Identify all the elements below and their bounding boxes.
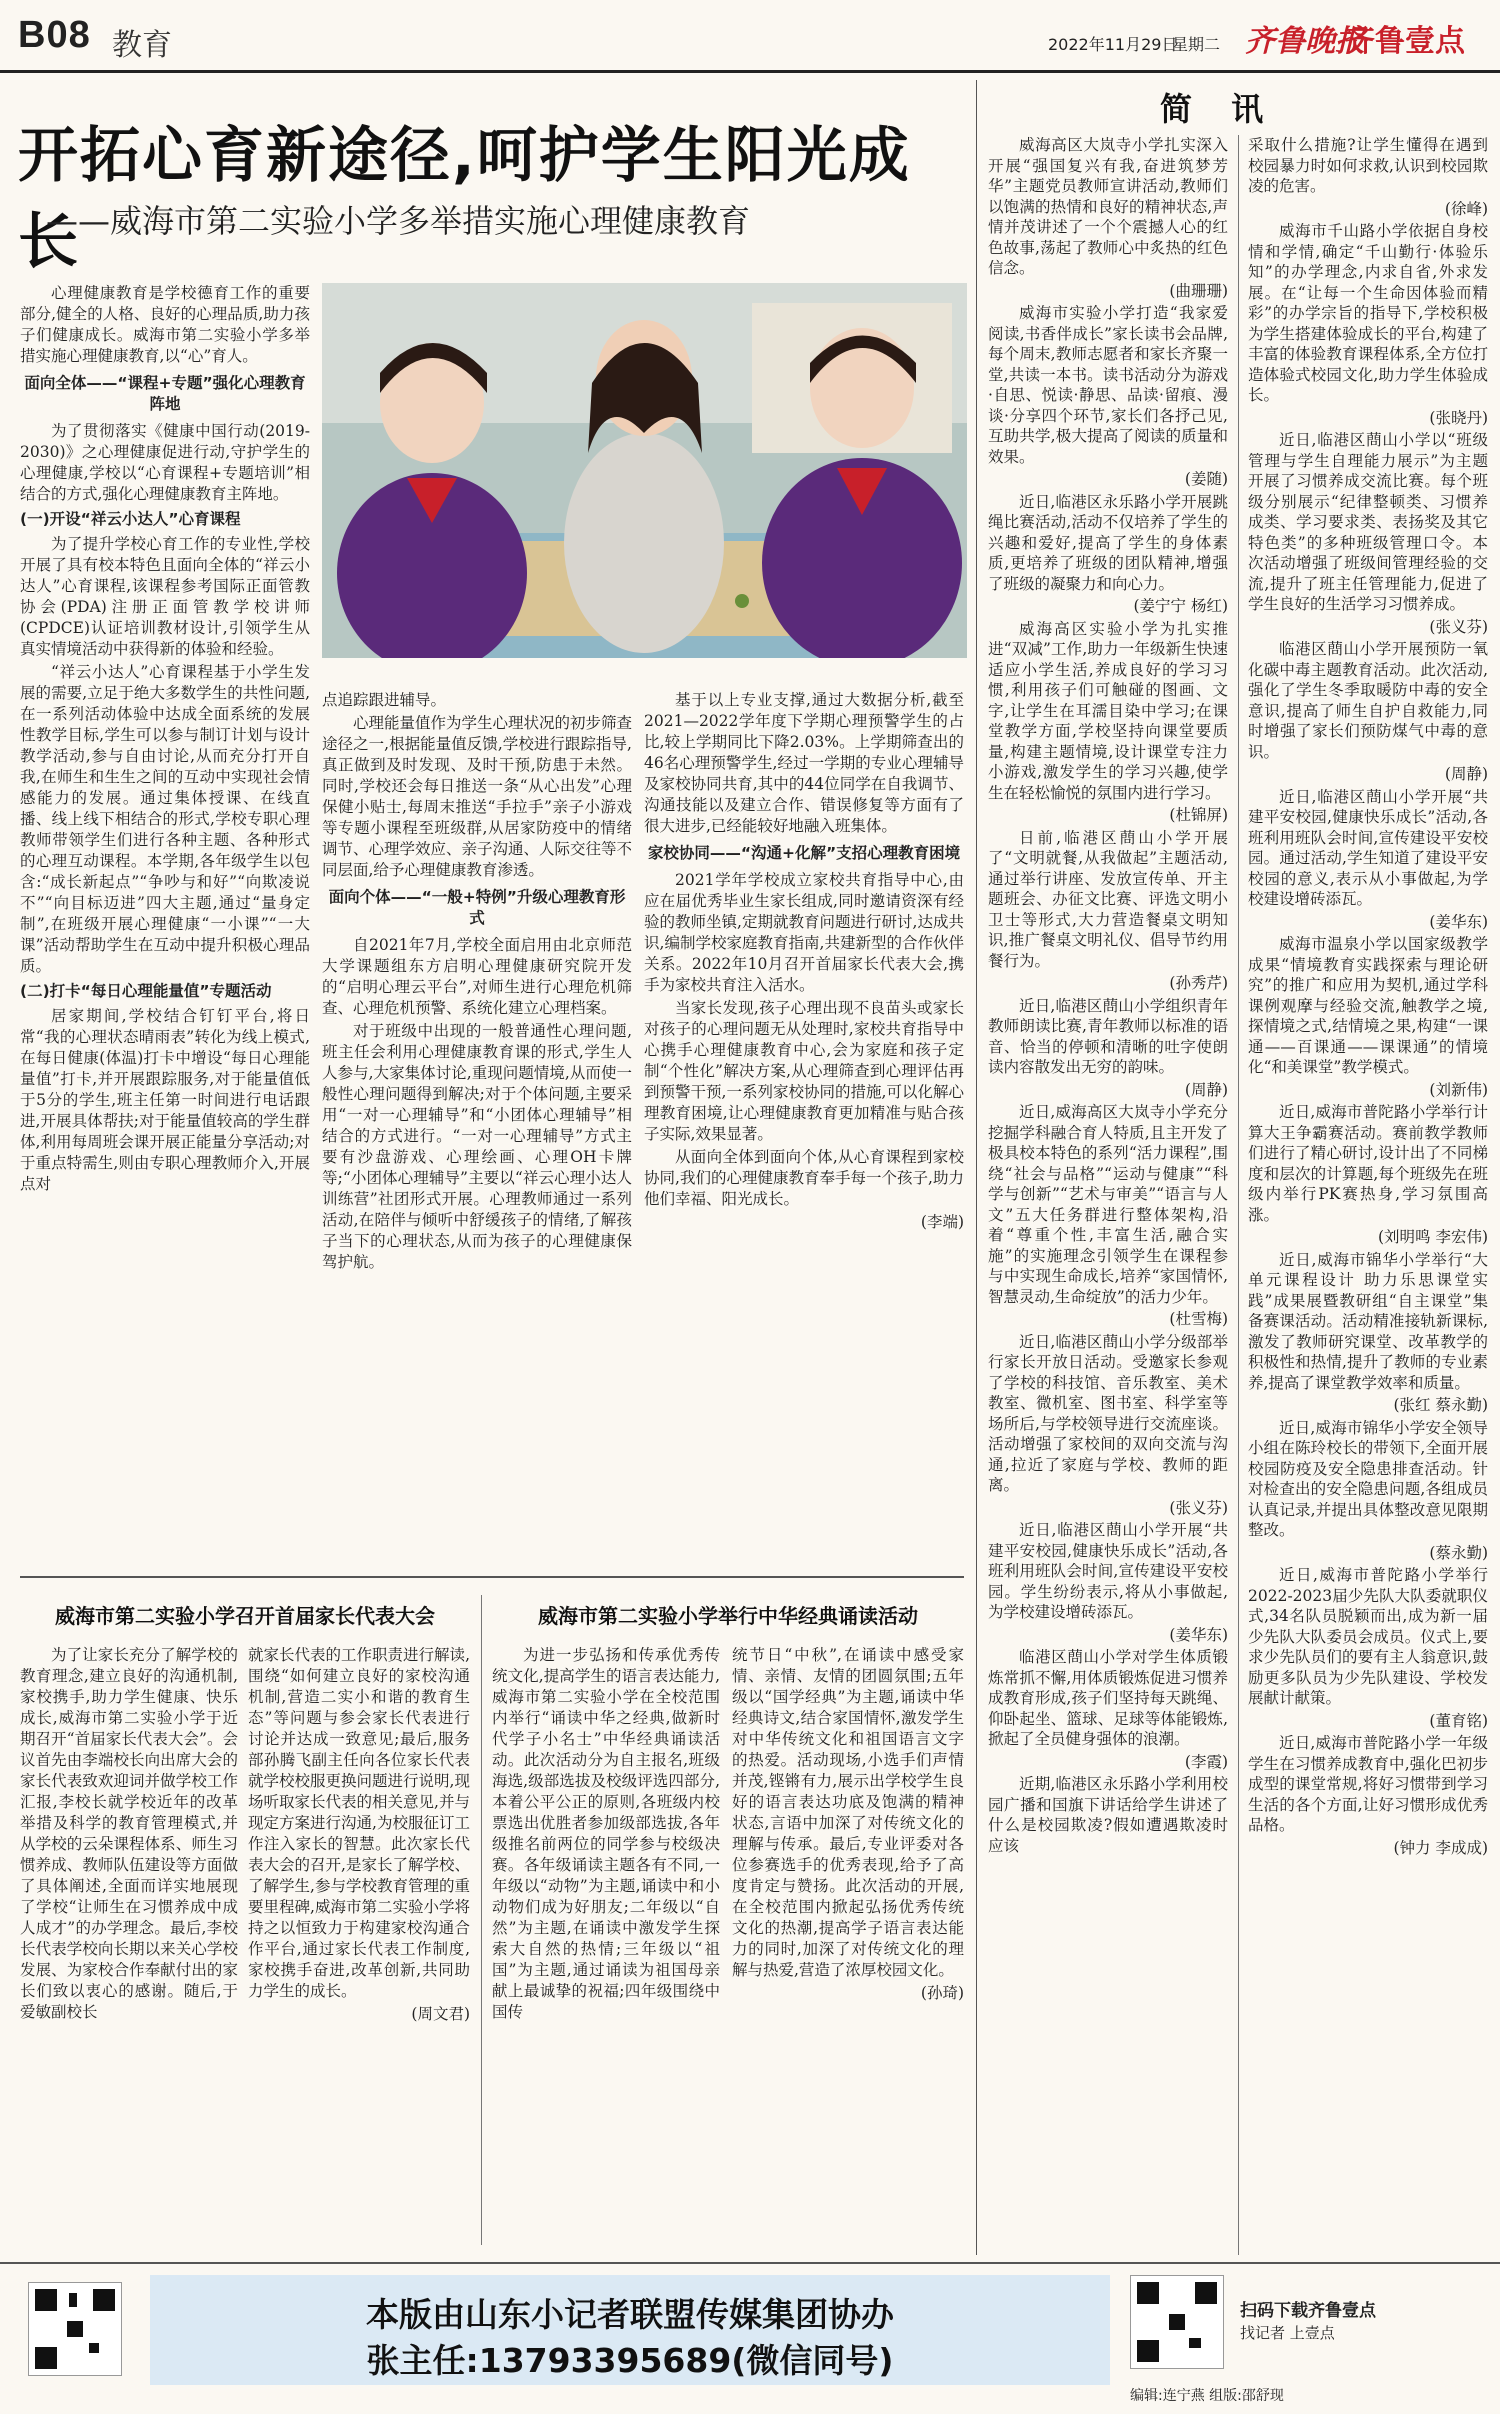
- article-headline: 开拓心育新途径,呵护学生阳光成长: [18, 121, 911, 277]
- brief-byline: (杜雪梅): [1169, 1310, 1228, 1328]
- app-download-cta: 扫码下载齐鲁壹点: [1240, 2301, 1376, 2321]
- brief-byline: (董育铭): [1429, 1711, 1488, 1730]
- article-divider: [20, 1576, 964, 1578]
- paragraph: 就家长代表的工作职责进行解读,围绕“如何建立良好的家校沟通机制,营造二实小和谐的教育生态”等问题与参会家长代表进行讨论并达成一致意见;最后,服务部孙腾飞副主任向各位家长代表就学校校服更换问题进行说明,现场听取家长代表的相关意见,并与现定方案进行沟通,为校服征订工作注入家长的智慧。此次家长代表大会的召开,是家长了解学校、了解学生,参与学校教育管理的重要里程碑,威海市第二实验小学将持之以恒致力于构建家校沟通合作平台,通过家长代表工作制度,家校携手奋进,改革创新,共同助力学生的成长。: [248, 1646, 470, 2000]
- paragraph: 心理能量值作为学生心理状况的初步筛查途径之一,根据能量值反馈,学校进行跟踪指导,真正做到及时发现、及时干预,防患于未然。同时,学校还会每日推送一条“从心出发”心理保健小贴士,每周末推送“手拉手”亲子小游戏等专题小课程至班级群,从居家防疫中的情绪调节、心理学效应、亲子沟通、人际交往等不同层面,给予心理健康教育渗透。: [322, 714, 632, 879]
- briefs-column-a: [988, 135, 1228, 2255]
- article2-headline: 威海市第二实验小学召开首届家长代表大会: [55, 1604, 435, 1628]
- brief-item: 威海高区大岚寺小学扎实深入开展“强国复兴有我,奋进筑梦芳华”主题党员教师宣讲活动,教师们以饱满的热情和良好的精神状态,声情并茂讲述了一个个震撼人心的红色故事,荡起了教师心中炙热的红色信念。: [988, 136, 1228, 277]
- qr-code-app[interactable]: [1130, 2275, 1224, 2369]
- brief-byline: (姜华东): [1429, 912, 1488, 931]
- brief-item: 近日,临港区蔄山小学开展“共建平安校园,健康快乐成长”活动,各班利用班队会时间,宣传建设平安校园。通过活动,学生知道了建设平安校园的意义,表示从小事做起,为学校建设增砖添瓦。: [1248, 787, 1488, 908]
- paragraph: 心理健康教育是学校德育工作的重要部分,健全的人格、良好的心理品质,助力孩子们健康成长。威海市第二实验小学多举措实施心理健康教育,以“心”育人。: [20, 284, 310, 365]
- paragraph: “祥云小达人”心育课程基于小学生发展的需要,立足于绝大多数学生的共性问题,在一系列活动体验中达成全面系统的发展性教学目标,学生可以参与制订计划与设计教学活动,参与自由讨论,从而充分打开自我,在师生和生生之间的互动中实现社会情感能力的发展。通过集体授课、在线直播、线上线下相结合的形式,学校专职心理教师带领学生们进行各种主题、各种形式的心理互动课程。本学期,各年级学生以包含:“成长新起点”“争吵与和好”“向欺凌说不”“向目标迈进”四大主题,通过“量身定制”,在班级开展心理健康“一小课”“一大课”活动帮助学生在互动中提升积极心理品质。: [20, 663, 310, 975]
- issue-date: 2022年11月29日: [1048, 35, 1178, 54]
- footer-rule: [0, 2262, 1500, 2264]
- paragraph: 点追踪跟进辅导。: [322, 691, 447, 709]
- paragraph: 为了让家长充分了解学校的教育理念,建立良好的沟通机制,家校携手,助力学生健康、快乐成长,威海市第二实验小学于近期召开“首届家长代表大会”。会议首先由李端校长向出席大会的家长代表致欢迎词并做学校工作汇报,李校长就学校近年的改革举措及科学的教育管理模式,并从学校的云朵课程体系、师生习惯养成、教师队伍建设等方面做了具体阐述,全面而详实地展现了学校“让师生在习惯养成中成人成才”的办学理念。最后,李校长代表学校向长期以来关心学校发展、为家校合作奉献付出的家长们致以衷心的感谢。随后,于爱敏副校长: [20, 1646, 238, 2021]
- section-heading: 家校协同——“沟通+化解”支招心理教育困境: [647, 844, 961, 862]
- article2-column-a: [20, 1645, 238, 2245]
- issue-weekday: 星期二: [1172, 35, 1221, 54]
- paragraph: 自2021年7月,学校全面启用由北京师范大学课题组东方启明心理健康研究院开发的“启明心理云平台”,对师生进行心理危机筛查、心理危机预警、系统化建立心理档案。: [322, 936, 632, 1017]
- photo-illustration: [322, 283, 967, 658]
- page-header: [0, 0, 1500, 72]
- sponsor-banner: [150, 2275, 1110, 2385]
- briefs-divider: [976, 80, 977, 2255]
- paragraph: 从面向全体到面向个体,从心育课程到家校协同,我们的心理健康教育奉手每一个孩子,助力他们幸福、阳光成长。: [644, 1148, 964, 1208]
- article-photo: [322, 283, 967, 658]
- brief-item: 近日,威海市普陀路小学举行2022-2023届少先队大队委就职仪式,34名队员脱颖而出,成为新一届少先队大队委员会成员。仪式上,要求少先队员们的要有主人翁意识,鼓励更多队员为少先队建设、学校发展献计献策。: [1248, 1566, 1488, 1707]
- brief-item: 威海市温泉小学以国家级教学成果“情境教育实践探索与理论研究”的推广和应用为契机,通过学科课例观摩与经验交流,触教学之境,探情境之式,结情境之果,构建“一课通——百课通——课课通”的情境化“和美课堂”教学模式。: [1248, 935, 1488, 1076]
- brief-item: 威海市千山路小学依据自身校情和学情,确定“千山勤行·体验乐知”的办学理念,内求自省,外求发展。在“让每一个生命因体验而精彩”的办学宗旨的指导下,学校积极为学生搭建体验成长的平台,构建了丰富的体验教育课程体系,全方位打造体验式校园文化,助力学生体验成长。: [1248, 222, 1488, 404]
- brief-byline: (周静): [1444, 765, 1488, 783]
- paragraph: 基于以上专业支撑,通过大数据分析,截至2021—2022学年度下学期心理预警学生的占比,较上学期同比下降2.03%。上学期筛查出的46名心理预警学生,经过一学期的专业心理辅导及家校协同共育,其中的44位同学在自我调节、沟通技能以及建立合作、错误修复等方面有了很大进步,已经能较好地融入班集体。: [644, 691, 964, 835]
- brief-byline: (蔡永勤): [1429, 1543, 1488, 1562]
- briefs-column-b: [1248, 135, 1488, 2255]
- section-heading: 面向全体——“课程+专题”强化心理教育阵地: [24, 374, 306, 413]
- brief-byline: (张义芬): [1429, 617, 1488, 636]
- brief-item: 近期,临港区永乐路小学利用校园广播和国旗下讲话给学生讲述了什么是校园欺凌?假如遭遇欺凌时应该: [988, 1775, 1228, 1855]
- byline: (李端): [920, 1213, 964, 1231]
- brief-byline: (张义芬): [1169, 1498, 1228, 1517]
- newspaper-logo: 齐鲁晚报: [1245, 24, 1365, 59]
- page-number: B08: [18, 14, 91, 56]
- paragraph: 2021学年学校成立家校共育指导中心,由应在届优秀毕业生家长组成,同时邀请资深有经验的教师坐镇,定期就教育问题进行研讨,达成共识,编制学校家庭教育指南,共建新型的合作伙伴关系。2022年10月召开首届家长代表大会,携手为家校共育注入活水。: [644, 871, 964, 994]
- brief-byline: (钟力 李成成): [1393, 1838, 1488, 1857]
- article-column-3: [644, 690, 964, 1566]
- brief-byline: (刘新伟): [1429, 1080, 1488, 1099]
- app-logo: 齐鲁壹点: [1345, 24, 1465, 59]
- brief-item: 威海市实验小学打造“我家爱阅读,书香伴成长”家长读书会品牌,每个周末,教师志愿者和家长齐聚一堂,共读一本书。读书活动分为游戏·自思、悦读·静思、品读·留痕、漫谈·分享四个环节,家长们各抒己见,互助共学,极大提高了阅读的质量和效果。: [988, 304, 1228, 466]
- column-rule: [481, 1595, 482, 2245]
- qr-code-left: [28, 2282, 122, 2376]
- brief-item: 近日,临港区蔄山小学以“班级管理与学生自理能力展示”为主题开展了习惯养成交流比赛。每个班级分别展示“纪律整顿类、习惯养成类、学习要求类、表扬奖及其它特色类”的多种班级管理口令。本次活动增强了班级间管理经验的交流,提升了班主任管理能力,促进了学生良好的生活学习习惯养成。: [1248, 431, 1488, 613]
- paragraph: 统节日“中秋”,在诵读中感受家情、亲情、友情的团圆氛围;五年级以“国学经典”为主题,诵读中华经典诗文,结合家国情怀,激发学生对中华传统文化和祖国语言文字的热爱。活动现场,小选手们声情并茂,铿锵有力,展示出学校学生良好的语言表达功底及饱满的精神状态,言语中加深了对传统文化的理解与传承。最后,专业评委对各位参赛选手的优秀表现,给予了高度肯定与赞扬。此次活动的开展,在全校范围内掀起弘扬优秀传统文化的热潮,提高学子语言表达能力的同时,加深了对传统文化的理解与热爱,营造了浓厚校园文化。: [732, 1646, 964, 1979]
- brief-byline: (李霞): [1184, 1752, 1228, 1771]
- brief-item: 近日,威海高区大岚寺小学充分挖掘学科融合育人特质,且主开发了极具校本特色的系列“活力课程”,围绕“社会与品格”“运动与健康”“科学与创新”“艺术与审美”“语言与人文”五大任务群进行整体架构,沿着“尊重个性,丰富生活,融合实施”的实施理念引领学生在课程参与中实现生命成长,培养“家国情怀,智慧灵动,生命绽放”的活力少年。: [988, 1103, 1228, 1306]
- brief-item: 近日,临港区蔄山小学开展“共建平安校园,健康快乐成长”活动,各班利用班队会时间,宣传建设平安校园。学生纷纷表示,将从小事做起,为学校建设增砖添瓦。: [988, 1521, 1228, 1621]
- brief-byline: (张红 蔡永勤): [1393, 1396, 1488, 1414]
- brief-byline: (曲珊珊): [1169, 281, 1228, 300]
- brief-item: 临港区蔄山小学开展预防一氧化碳中毒主题教育活动。此次活动,强化了学生冬季取暖防中毒的安全意识,提高了师生自护自救能力,同时增强了家长们预防煤气中毒的意识。: [1248, 640, 1488, 761]
- article-column-1: [20, 283, 310, 1566]
- article2-column-b: [248, 1645, 470, 2245]
- article3-headline: 威海市第二实验小学举行中华经典诵读活动: [538, 1604, 918, 1628]
- article3-column-a: [492, 1645, 720, 2245]
- byline: (孙琦): [920, 1984, 964, 2002]
- briefs-title: 简 讯: [1160, 90, 1278, 128]
- brief-item: 采取什么措施?让学生懂得在遇到校园暴力时如何求救,认识到校园欺凌的危害。: [1248, 136, 1488, 195]
- brief-item: 威海高区实验小学为扎实推进“双减”工作,助力一年级新生快速适应小学生活,养成良好的学习习惯,利用孩子们可触碰的图画、文字,让学生在耳濡目染中学习;在课堂教学方面,学校坚持向课堂要质量,构建主题情境,设计课堂专注力小游戏,激发学生的学习兴趣,使学生在轻松愉悦的氛围内进行学习。: [988, 619, 1228, 802]
- brief-item: 近日,威海市锦华小学举行“大单元课程设计 助力乐思课堂实践”成果展暨教研组“自主课堂”集备赛课活动。活动精准接轨新课标,激发了教师研究课堂、改革教学的积极性和热情,提升了教师的专业素养,提高了课堂教学效率和质量。: [1248, 1250, 1488, 1392]
- paragraph: 居家期间,学校结合钉钉平台,将日常“我的心理状态晴雨表”转化为线上模式,在每日健康(体温)打卡中增设“每日心理能量值”打卡,并开展跟踪服务,对于能量值低于5分的学生,班主任第一时间进行电话跟进,开展具体帮扶;对于能量值较高的学生群体,利用每周班会课开展正能量分享活动;对于重点特需生,则由专职心理教师介入,开展点对: [20, 1007, 310, 1193]
- column-rule: [1238, 135, 1239, 2255]
- brief-item: 近日,临港区永乐路小学开展跳绳比赛活动,活动不仅培养了学生的兴趣和爱好,提高了学生的身体素质,更培养了班级的团队精神,增强了班级的凝聚力和向心力。: [988, 492, 1228, 593]
- brief-byline: (孙秀芹): [1169, 974, 1228, 992]
- subsection-heading: (一)开设“祥云小达人”心育课程: [20, 510, 241, 528]
- brief-byline: (姜随): [1184, 470, 1228, 488]
- brief-byline: (周静): [1184, 1080, 1228, 1099]
- section-heading: 面向个体——“一般+特例”升级心理教育形式: [328, 888, 626, 927]
- editor-credits: 编辑:连宁燕 组版:邵舒现: [1130, 2388, 1284, 2404]
- brief-byline: (张晓丹): [1429, 408, 1488, 427]
- banner-line-2: 张主任:13793395689(微信同号): [366, 2341, 894, 2380]
- article3-column-b: [732, 1645, 964, 2245]
- brief-item: 近日,威海市普陀路小学一年级学生在习惯养成教育中,强化巴初步成型的课堂常规,将好习惯带到学习生活的各个方面,让好习惯形成优秀品格。: [1248, 1734, 1488, 1834]
- app-slogan: 找记者 上壹点: [1240, 2324, 1335, 2342]
- brief-byline: (杜锦屏): [1169, 806, 1228, 824]
- paragraph: 为进一步弘扬和传承优秀传统文化,提高学生的语言表达能力,威海市第二实验小学在全校范围内举行“诵读中华之经典,做新时代学子小名士”中华经典诵读活动。此次活动分为自主报名,班级海选,级部选拔及校级评选四部分,本着公平公正的原则,各班级内校票选出优胜者参加级部选拔,各年级推名前两位的同学参与校级决赛。各年级诵读主题各有不同,一年级以“动物”为主题,诵读中和小动物们成为好朋友;二年级以“自然”为主题,在诵读中激发学生探索大自然的热情;三年级以“祖国”为主题,通过诵读为祖国母亲献上最诚挚的祝福;四年级围绕中国传: [492, 1646, 720, 2021]
- header-rule: [0, 70, 1500, 73]
- brief-item: 近日,临港区蔄山小学分级部举行家长开放日活动。受邀家长参观了学校的科技馆、音乐教室、美术教室、微机室、图书室、科学室等场所后,与学校领导进行交流座谈。活动增强了家校间的双向交流与沟通,拉近了家庭与学校、教师的距离。: [988, 1332, 1228, 1494]
- paragraph: 对于班级中出现的一般普通性心理问题,班主任会利用心理健康教育课的形式,学生人人参与,大家集体讨论,重现问题情境,从而使一般性心理问题得到解决;对于个体问题,主要采用“一对一心理辅导”和“小团体心理辅导”相结合的方式进行。“一对一心理辅导”方式主要有沙盘游戏、心理绘画、心理OH卡牌等;“小团体心理辅导”主要以“祥云心理小达人训练营”社团形式开展。心理教师通过一系列活动,在陪伴与倾听中舒缓孩子的情绪,了解孩子当下的心理状态,从而为孩子的心理健康保驾护航。: [322, 1022, 632, 1271]
- brief-byline: (刘明鸣 李宏伟): [1377, 1228, 1488, 1246]
- brief-item: 近日,威海市锦华小学安全领导小组在陈玲校长的带领下,全面开展校园防疫及安全隐患排查活动。针对检查出的安全隐患问题,各组成员认真记录,并提出具体整改意见限期整改。: [1248, 1418, 1488, 1539]
- paragraph: 为了提升学校心育工作的专业性,学校开展了具有校本特色且面向全体的“祥云小达人”心育课程,该课程参考国际正面管教协会(PDA)注册正面管教学校讲师(CPDCE)认证培训教材设计,引领学生从真实情境活动中获得新的体验和经验。: [20, 535, 310, 658]
- brief-item: 临港区蔄山小学对学生体质锻炼常抓不懈,用体质锻炼促进习惯养成教育形成,孩子们坚持每天跳绳、仰卧起坐、篮球、足球等体能锻炼,掀起了全员健身强体的浪潮。: [988, 1648, 1228, 1748]
- brief-item: 日前,临港区蔄山小学开展了“文明就餐,从我做起”主题活动,通过举行讲座、发放宣传单、开主题班会、办征文比赛、评选文明小卫士等形式,大力营造餐桌文明知识,推广餐桌文明礼仪、倡导节约用餐行为。: [988, 828, 1228, 970]
- paragraph: 当家长发现,孩子心理出现不良苗头或家长对孩子的心理问题无从处理时,家校共育指导中心携手心理健康教育中心,会为家庭和孩子定制“个性化”解决方案,从心理筛查到心理评估再到预警干预,一系列家校协同的措施,可以化解心理教育困境,让心理健康教育更加精准与贴合孩子实际,效果显著。: [644, 999, 964, 1143]
- brief-byline: (徐峰): [1444, 199, 1488, 218]
- brief-byline: (姜宁宁 杨红): [1133, 597, 1228, 615]
- brief-item: 近日,威海市普陀路小学举行计算大王争霸赛活动。赛前教学教师们进行了精心研讨,设计出了不同梯度和层次的计算题,每个班级先在班级内举行PK赛热身,学习氛围高涨。: [1248, 1103, 1488, 1224]
- paragraph: 为了贯彻落实《健康中国行动(2019-2030)》之心理健康促进行动,守护学生的心理健康,学校以“心育课程+专题培训”相结合的方式,强化心理健康教育主阵地。: [20, 422, 310, 503]
- banner-line-1: 本版由山东小记者联盟传媒集团协办: [366, 2295, 894, 2334]
- brief-item: 近日,临港区蔄山小学组织青年教师朗读比赛,青年教师以标准的语音、恰当的停顿和清晰的吐字使朗读内容散发出无穷的韵味。: [988, 996, 1228, 1076]
- byline: (周文君): [411, 2005, 470, 2023]
- article-subheadline: ——威海市第二实验小学多举措实施心理健康教育: [46, 202, 751, 240]
- brief-byline: (姜华东): [1169, 1625, 1228, 1644]
- section-name: 教育: [112, 28, 172, 63]
- article-column-2: [322, 690, 632, 1566]
- subsection-heading: (二)打卡“每日心理能量值”专题活动: [20, 982, 272, 1000]
